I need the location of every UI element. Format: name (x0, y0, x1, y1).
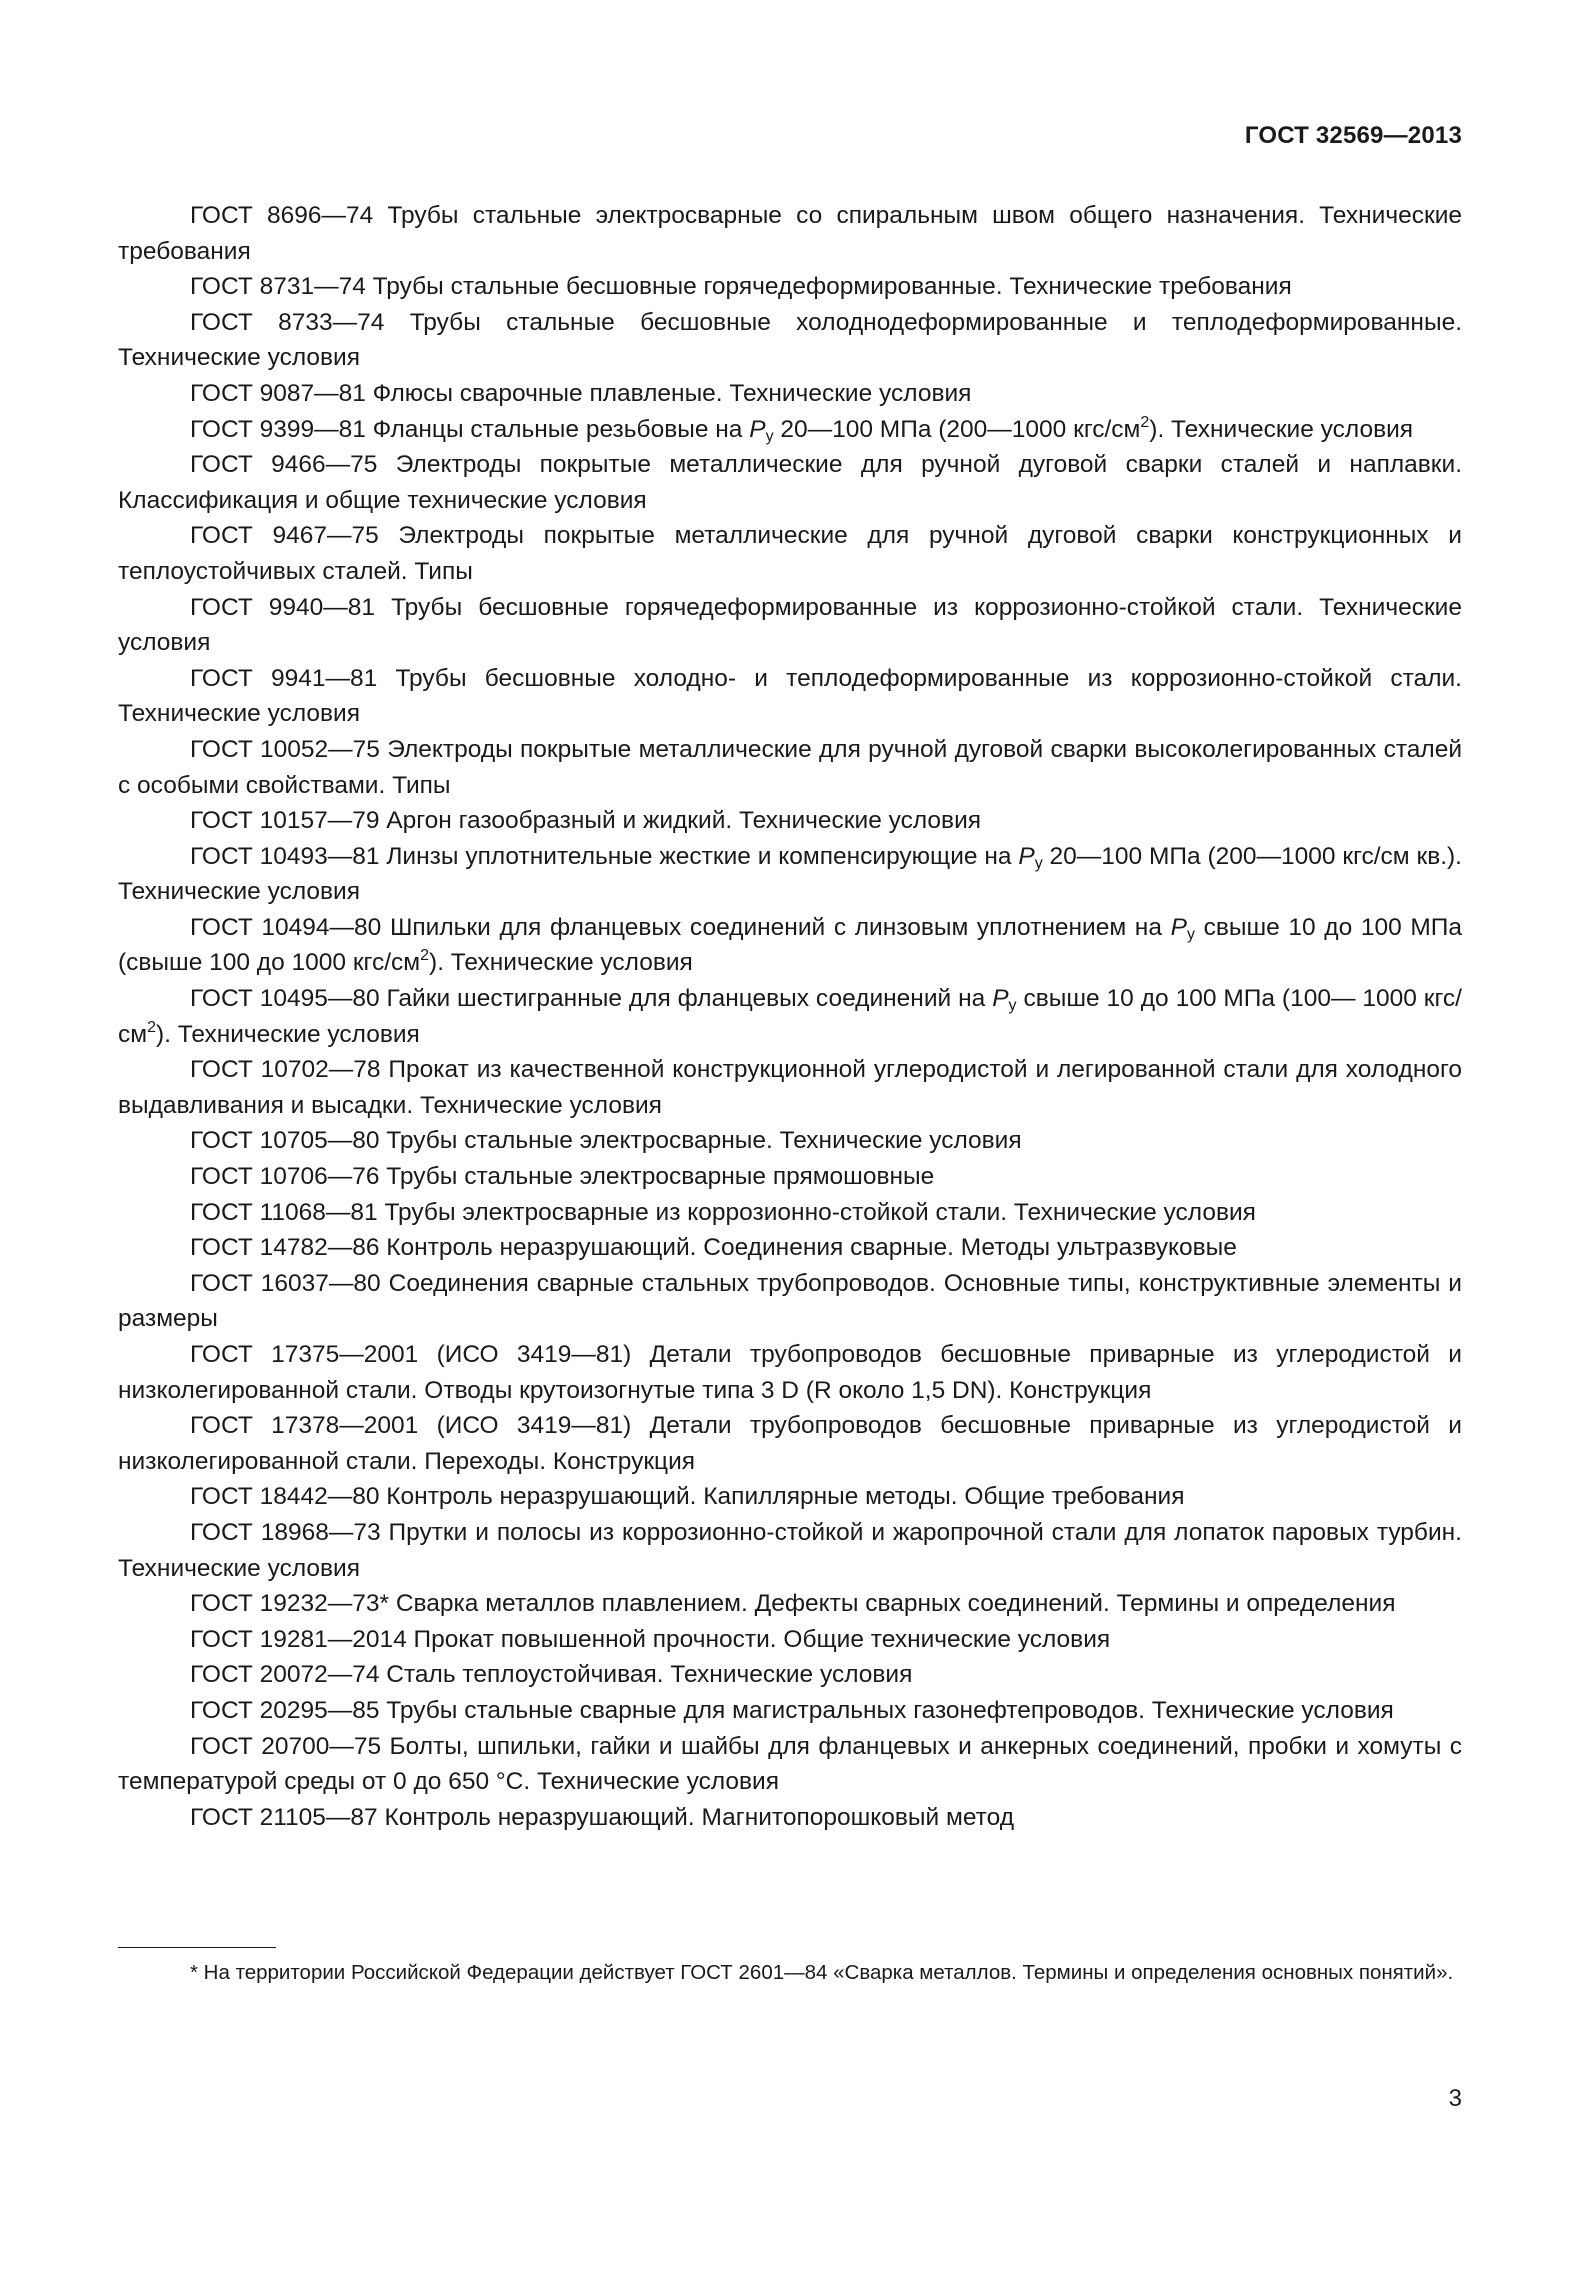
reference-item: ГОСТ 9466—75 Электроды покрытые металлические для ручной дуговой сварки сталей и наплавки. Классификация и общие технические условия (118, 451, 1462, 514)
reference-text: ГОСТ 10493—81 Линзы уплотнительные жесткие и компенсирующие на (190, 842, 1019, 870)
normative-references-list (118, 198, 1462, 1835)
reference-text: ГОСТ 10494—80 Шпильки для фланцевых соединений с линзовым уплотнением на (190, 913, 1171, 941)
unit-superscript: 2 (147, 1018, 156, 1036)
unit-superscript: 2 (1140, 413, 1150, 431)
reference-item: ГОСТ 8696—74 Трубы стальные электросварные со спиральным швом общего назначения. Технические требования (118, 202, 1462, 265)
pressure-subscript: у (1186, 925, 1195, 943)
pressure-symbol: P (749, 415, 766, 443)
reference-item: ГОСТ 17378—2001 (ИСО 3419—81) Детали трубопроводов бесшовные приварные из углеродистой и низколегированной стали. Переходы. Конструкция (118, 1412, 1462, 1475)
reference-item: ГОСТ 8733—74 Трубы стальные бесшовные холоднодеформированные и теплодеформированные. Технические условия (118, 308, 1462, 372)
footnote-divider (118, 1947, 276, 1948)
reference-item: ГОСТ 20700—75 Болты, шпильки, гайки и шайбы для фланцевых и анкерных соединений, пробки и хомуты с температурой среды от 0 до 650 °С. Технические условия (118, 1732, 1462, 1796)
reference-text: свыше 10 до 100 МПа (100— 1000 кгс/см (118, 985, 1462, 1048)
reference-item (118, 412, 1462, 448)
reference-text: свыше 10 до 100 МПа (свыше 100 до 1000 кгс/см (118, 913, 1462, 977)
reference-text: ). Технические условия (156, 1020, 420, 1048)
reference-item: ГОСТ 16037—80 Соединения сварные стальных трубопроводов. Основные типы, конструктивные элементы и размеры (118, 1269, 1462, 1333)
reference-item: ГОСТ 8731—74 Трубы стальные бесшовные горячедеформированные. Технические требования (190, 273, 1292, 301)
reference-item: ГОСТ 9940—81 Трубы бесшовные горячедеформированные из коррозионно-стойкой стали. Технические условия (118, 593, 1462, 657)
reference-item (118, 839, 1462, 910)
reference-item: ГОСТ 9941—81 Трубы бесшовные холодно- и теплодеформированные из коррозионно-стойкой стали. Технические условия (118, 664, 1462, 728)
reference-item: ГОСТ 18968—73 Прутки и полосы из коррозионно-стойкой и жаропрочной стали для лопаток паровых турбин. Технические условия (118, 1518, 1462, 1582)
pressure-subscript: у (1034, 854, 1043, 872)
reference-item: ГОСТ 9467—75 Электроды покрытые металлические для ручной дуговой сварки конструкционных и теплоустойчивых сталей. Типы (118, 522, 1462, 585)
reference-item: ГОСТ 10706—76 Трубы стальные электросварные прямошовные (190, 1163, 935, 1191)
reference-item: ГОСТ 18442—80 Контроль неразрушающий. Капиллярные методы. Общие требования (190, 1483, 1185, 1511)
reference-item: ГОСТ 10052—75 Электроды покрытые металлические для ручной дуговой сварки высоколегированных сталей с особыми свойствами. Типы (118, 735, 1462, 799)
pressure-symbol: P (1170, 913, 1187, 941)
reference-item: ГОСТ 20295—85 Трубы стальные сварные для магистральных газонефтепроводов. Технические условия (190, 1696, 1394, 1724)
pressure-symbol: P (1018, 842, 1035, 870)
reference-text: 20—100 МПа (200—1000 кгс/см кв.). Технические условия (118, 842, 1462, 906)
reference-item: ГОСТ 9087—81 Флюсы сварочные плавленые. Технические условия (190, 379, 972, 407)
pressure-subscript: у (1008, 997, 1017, 1015)
reference-text: ГОСТ 10495—80 Гайки шестигранные для фланцевых соединений на (190, 985, 993, 1013)
pressure-subscript: у (765, 427, 774, 445)
reference-item: ГОСТ 10702—78 Прокат из качественной конструкционной углеродистой и легированной стали для холодного выдавливания и высадки. Технические условия (118, 1056, 1462, 1119)
reference-item: ГОСТ 17375—2001 (ИСО 3419—81) Детали трубопроводов бесшовные приварные из углеродистой и низколегированной стали. Отводы крутоизогнутые типа 3 D (R около 1,5 DN). Конструкция (118, 1341, 1462, 1404)
reference-item (118, 910, 1462, 981)
footnote: * На территории Российской Федерации действует ГОСТ 2601—84 «Сварка металлов. Термины и определения основных понятий». (190, 1961, 1454, 1984)
reference-item: ГОСТ 10157—79 Аргон газообразный и жидкий. Технические условия (190, 807, 982, 835)
reference-item: ГОСТ 21105—87 Контроль неразрушающий. Магнитопорошковый метод (190, 1803, 1015, 1831)
reference-item: ГОСТ 19281—2014 Прокат повышенной прочности. Общие технические условия (190, 1625, 1111, 1653)
page-number: 3 (1448, 2085, 1462, 2112)
reference-item: ГОСТ 14782—86 Контроль неразрушающий. Соединения сварные. Методы ультразвуковые (190, 1234, 1237, 1262)
reference-item: ГОСТ 10705—80 Трубы стальные электросварные. Технические условия (190, 1127, 1022, 1155)
reference-item (118, 981, 1462, 1052)
document-header: ГОСТ 32569—2013 (1244, 122, 1462, 149)
pressure-symbol: P (992, 985, 1009, 1013)
reference-item: ГОСТ 19232—73* Сварка металлов плавлением. Дефекты сварных соединений. Термины и определения (190, 1590, 1396, 1618)
reference-item: ГОСТ 11068—81 Трубы электросварные из коррозионно-стойкой стали. Технические условия (190, 1198, 1256, 1226)
reference-text: ). Технические условия (429, 949, 693, 977)
reference-text: 20—100 МПа (200—1000 кгс/см (773, 415, 1141, 443)
reference-item: ГОСТ 20072—74 Сталь теплоустойчивая. Технические условия (190, 1661, 913, 1689)
reference-text: ). Технические условия (1149, 415, 1414, 443)
reference-text: ГОСТ 9399—81 Фланцы стальные резьбовые на (190, 415, 750, 443)
unit-superscript: 2 (420, 947, 430, 965)
